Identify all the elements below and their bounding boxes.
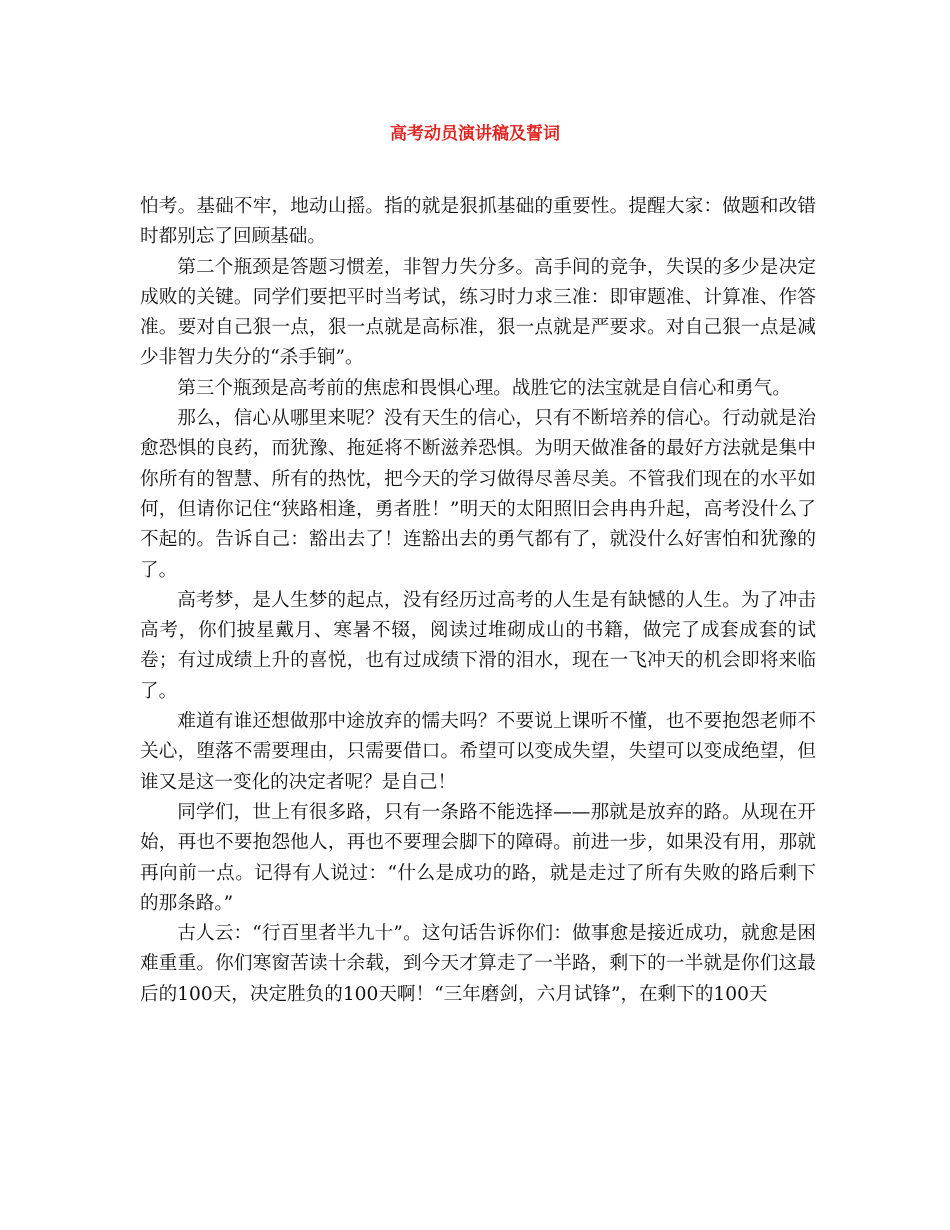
paragraph: 怕考。基础不牢，地动山摇。指的就是狠抓基础的重要性。提醒大家：做题和改错时都别忘了回顾基础。 bbox=[140, 196, 816, 248]
paragraph: 第二个瓶颈是答题习惯差，非智力失分多。高手间的竞争，失误的多少是决定成败的关键。同学们要把平时当考试，练习时力求三准：即审题准、计算准、作答准。要对自己狠一点，狠一点就是高标准，狠一点就是严要求。对自己狠一点是减少非智力失分的“杀手锏”。 bbox=[140, 256, 816, 369]
paragraph: 同学们，世上有很多路，只有一条路不能选择——那就是放弃的路。从现在开始，再也不要抱怨他人，再也不要理会脚下的障碍。前进一步，如果没有用，那就再向前一点。记得有人说过：“什么是成功的路，就是走过了所有失败的路后剩下的那条路。” bbox=[140, 801, 816, 914]
paragraph: 第三个瓶颈是高考前的焦虑和畏惧心理。战胜它的法宝就是自信心和勇气。 bbox=[177, 377, 791, 399]
paragraph: 难道有谁还想做那中途放弃的懦夫吗？不要说上课听不懂，也不要抱怨老师不关心，堕落不需要理由，只需要借口。希望可以变成失望，失望可以变成绝望，但谁又是这一变化的决定者呢？是自己！ bbox=[140, 711, 816, 793]
paragraph: 高考梦，是人生梦的起点，没有经历过高考的人生是有缺憾的人生。为了冲击高考，你们披星戴月、寒暑不辍，阅读过堆砌成山的书籍，做完了成套成套的试卷；有过成绩上升的喜悦，也有过成绩下滑的泪水，现在一飞冲天的机会即将来临了。 bbox=[140, 589, 816, 702]
paragraph: 那么，信心从哪里来呢？没有天生的信心，只有不断培养的信心。行动就是治愈恐惧的良药，而犹豫、拖延将不断滋养恐惧。为明天做准备的最好方法就是集中你所有的智慧、所有的热忱，把今天的学习做得尽善尽美。不管我们现在的水平如何，但请你记住“狭路相逢，勇者胜！”明天的太阳照旧会冉冉升起，高考没什么了不起的。告诉自己：豁出去了！连豁出去的勇气都有了，就没什么好害怕和犹豫的了。 bbox=[140, 408, 816, 581]
document-title: 高考动员演讲稿及誓词 bbox=[390, 124, 560, 144]
paragraph: 古人云：“行百里者半九十”。这句话告诉你们：做事愈是接近成功，就愈是困难重重。你们寒窗苦读十余载，到今天才算走了一半路，剩下的一半就是你们这最后的100天，决定胜负的100天啊！“三年磨剑，六月试锋”，在剩下的100天 bbox=[140, 923, 816, 1005]
document-body bbox=[140, 192, 816, 1010]
